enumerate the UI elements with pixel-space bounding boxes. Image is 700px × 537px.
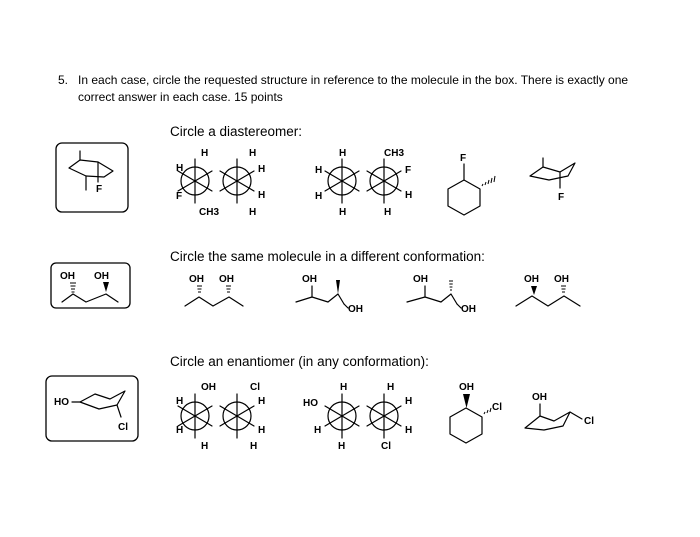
cyclohexane-chair: [525, 412, 570, 430]
label-top-right: H: [249, 148, 257, 159]
label-right-upper: F: [405, 165, 412, 176]
label-bottom-right: H: [384, 207, 392, 218]
label-ho: HO: [54, 397, 69, 408]
label-top-right: CH3: [384, 148, 405, 159]
carbon-chain: [62, 294, 118, 302]
cyclohexane-chair: [69, 160, 113, 177]
hashed-wedge: [449, 281, 453, 290]
row2-heading: Circle the same molecule in a different conformation:: [170, 249, 485, 264]
row3-newman-a[interactable]: [170, 380, 270, 452]
label-left-lower: H: [314, 425, 322, 436]
label-left-upper: H: [176, 396, 184, 407]
question-number: 5.: [58, 73, 69, 87]
cyclohexane-ring: [448, 180, 480, 215]
label-top-oh: OH: [413, 274, 428, 285]
row3-heading: Circle an enantiomer (in any conformation):: [170, 354, 429, 369]
label-right-lower: H: [405, 190, 413, 201]
cyclohexane-chair: [80, 391, 125, 409]
carbon-chain: [516, 296, 580, 306]
label-bottom-left: H: [201, 441, 209, 452]
hashed-wedge-right: [226, 286, 231, 292]
carbon-chain: [407, 294, 457, 304]
label-bottom-left: H: [338, 441, 346, 452]
hashed-wedge-left: [70, 283, 76, 292]
label-cl: Cl: [584, 416, 594, 427]
solid-wedge-oh: [463, 394, 470, 408]
label-left-lower: H: [315, 191, 323, 202]
row1-newman-b[interactable]: [307, 146, 417, 218]
label-left-upper: H: [315, 165, 323, 176]
hashed-wedge-methyl: [482, 176, 495, 186]
label-top-left: OH: [201, 382, 216, 393]
label-right-lower: H: [258, 190, 266, 201]
substituent-f: F: [558, 192, 565, 203]
hashed-wedge-left: [197, 286, 202, 292]
row1-newman-a[interactable]: [170, 146, 270, 218]
row2-option-d[interactable]: [510, 272, 600, 312]
label-left-oh: OH: [524, 274, 539, 285]
label-bottom-right: H: [249, 207, 257, 218]
row1-reference-box[interactable]: [55, 142, 130, 214]
label-top-left: H: [339, 148, 347, 159]
label-oh: OH: [532, 392, 547, 403]
label-right-upper: H: [405, 396, 413, 407]
substituent-f: F: [460, 153, 467, 164]
solid-wedge-left: [531, 286, 537, 295]
row2-reference-box[interactable]: [50, 262, 132, 310]
label-left-oh: OH: [189, 274, 204, 285]
label-top-right: H: [387, 382, 395, 393]
label-left-oh: OH: [60, 271, 75, 282]
label-cl: Cl: [492, 402, 502, 413]
row1-ring-option[interactable]: [440, 148, 500, 216]
cyclohexane-ring: [450, 408, 482, 443]
label-bottom-oh: OH: [348, 304, 363, 315]
row3-newman-b[interactable]: [300, 380, 420, 452]
label-right-oh: OH: [94, 271, 109, 282]
solid-wedge-right: [103, 282, 109, 292]
label-top-right: Cl: [250, 382, 260, 393]
row2-option-c[interactable]: [405, 272, 495, 316]
label-bottom-oh: OH: [461, 304, 476, 315]
label-top-left: H: [340, 382, 348, 393]
row3-ring-option[interactable]: [440, 378, 520, 448]
label-right-upper: H: [258, 164, 266, 175]
label-right-upper: H: [258, 396, 266, 407]
row3-reference-box[interactable]: [45, 375, 140, 443]
label-right-lower: H: [405, 425, 413, 436]
substituent-f: F: [96, 184, 103, 195]
carbon-chain: [185, 297, 243, 306]
label-oh: OH: [459, 382, 474, 393]
label-bottom-right: Cl: [381, 441, 391, 452]
reference-box-frame: [56, 143, 128, 212]
label-bottom-left: H: [339, 207, 347, 218]
row3-chair-option[interactable]: [522, 388, 602, 438]
hashed-wedge-right: [561, 286, 566, 292]
label-left-upper: H: [176, 163, 184, 174]
label-top-left: H: [201, 148, 209, 159]
question-text: In each case, circle the requested structure in reference to the molecule in the box. There is exactly one correct answer in each case. 15 points: [78, 73, 629, 104]
row2-option-a[interactable]: [175, 272, 265, 312]
cyclohexane-chair: [530, 163, 575, 180]
label-left-upper: HO: [303, 398, 318, 409]
row1-chair-option[interactable]: [525, 150, 585, 210]
label-right-lower: H: [258, 425, 266, 436]
label-left-lower: F: [176, 191, 183, 202]
label-right-oh: OH: [554, 274, 569, 285]
label-top-oh: OH: [302, 274, 317, 285]
carbon-chain: [296, 294, 344, 304]
label-bottom-left: CH3: [199, 207, 220, 218]
label-bottom-right: H: [250, 441, 258, 452]
label-right-oh: OH: [219, 274, 234, 285]
label-cl: Cl: [118, 422, 128, 433]
hashed-wedge-cl: [484, 408, 491, 414]
row1-heading: Circle a diastereomer:: [170, 124, 303, 139]
label-left-lower: H: [176, 425, 184, 436]
row2-option-b[interactable]: [290, 272, 380, 316]
solid-wedge: [336, 280, 340, 294]
